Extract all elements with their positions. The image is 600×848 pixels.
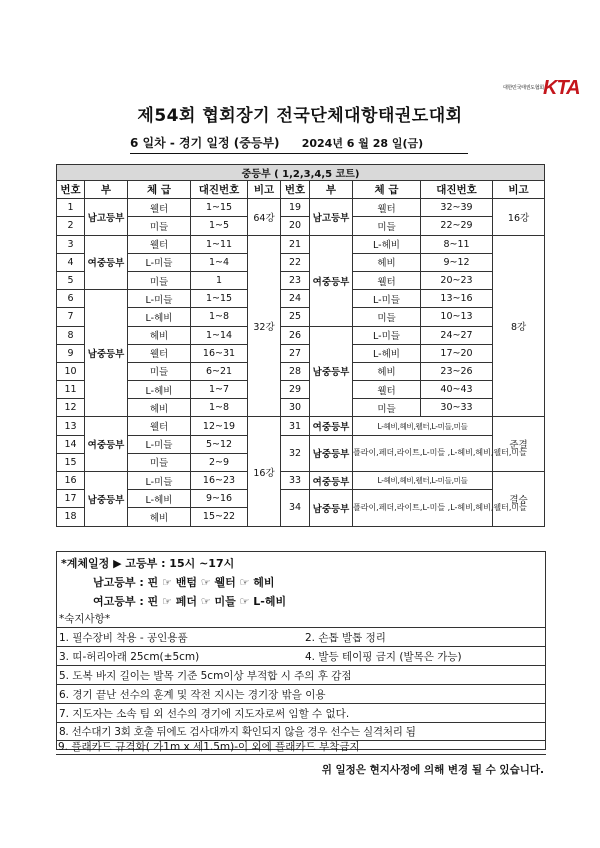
bracket-number: 13~16 xyxy=(421,290,493,308)
bracket-number: 1~11 xyxy=(191,235,248,253)
rule-item: 1. 필수장비 착용 - 공인용품 xyxy=(59,632,188,644)
round-note: 64강 xyxy=(248,199,281,235)
day-label: 6 일차 - 경기 일정 (중등부) xyxy=(130,136,280,150)
bout-number: 34 xyxy=(281,490,310,526)
divider xyxy=(57,665,545,666)
boys-weigh-order: 남고등부 : 핀 ☞ 밴텀 ☞ 웰터 ☞ 헤비 xyxy=(93,576,275,589)
table-row xyxy=(57,435,545,453)
round-note: 16강 xyxy=(248,417,281,526)
weight-class: L-헤비 xyxy=(128,381,191,399)
table-row xyxy=(57,326,545,344)
rule-item: 6. 경기 끝난 선수의 훈계 및 작전 지시는 경기장 밖을 이용 xyxy=(59,689,326,701)
court-header: 중등부 ( 1,2,3,4,5 코트) xyxy=(57,165,545,181)
bracket-number: 20~23 xyxy=(421,271,493,289)
bout-number: 31 xyxy=(281,417,310,435)
bout-number: 24 xyxy=(281,290,310,308)
weight-class: 헤비 xyxy=(353,362,421,380)
team-events: 플라이,페더,라이트,L-미들 ,L-헤비,헤비,웰터,미들 xyxy=(353,435,493,471)
bracket-number: 5~12 xyxy=(191,435,248,453)
bout-number: 16 xyxy=(57,472,85,490)
bout-number: 9 xyxy=(57,344,85,362)
rule-item: 7. 지도자는 소속 팀 외 선수의 경기에 지도자로써 임할 수 없다. xyxy=(59,708,350,720)
bout-number: 10 xyxy=(57,362,85,380)
divider xyxy=(57,684,545,685)
division-cell: 남중등부 xyxy=(310,435,353,471)
table-row xyxy=(57,308,545,326)
table-row xyxy=(57,417,545,435)
table-row xyxy=(57,399,545,417)
bout-number: 21 xyxy=(281,235,310,253)
bracket-number: 40~43 xyxy=(421,381,493,399)
rule-item: 4. 발등 테이핑 금지 (발목은 가능) xyxy=(305,651,462,663)
bout-number: 26 xyxy=(281,326,310,344)
bracket-number: 8~11 xyxy=(421,235,493,253)
col-header: 체 급 xyxy=(353,181,421,199)
table-row xyxy=(57,362,545,380)
weight-class: 헤비 xyxy=(128,508,191,526)
table-row xyxy=(57,472,545,490)
table-row xyxy=(57,199,545,217)
bout-number: 12 xyxy=(57,399,85,417)
division-cell: 여중등부 xyxy=(85,417,128,472)
rule-item: 9. 플래카드 규격화( 가1m x 세1.5m)-이 외에 플래카드 부착금지 xyxy=(58,741,360,753)
bracket-number: 15~22 xyxy=(191,508,248,526)
bracket-number: 32~39 xyxy=(421,199,493,217)
weight-class: 미들 xyxy=(128,271,191,289)
team-events: L-헤비,헤비,웰터,L-미들,미들 xyxy=(353,417,493,435)
weight-class: 미들 xyxy=(353,399,421,417)
bracket-number: 16~23 xyxy=(191,472,248,490)
weight-class: L-헤비 xyxy=(128,490,191,508)
weight-class: 미들 xyxy=(128,453,191,471)
col-header: 부 xyxy=(85,181,128,199)
kta-logo xyxy=(503,77,578,101)
rule-item: 2. 손톱 발톱 정리 xyxy=(305,632,386,644)
col-header: 대진번호 xyxy=(191,181,248,199)
table-row xyxy=(57,344,545,362)
bout-number: 23 xyxy=(281,271,310,289)
schedule-table xyxy=(56,164,545,527)
bracket-number: 1~14 xyxy=(191,326,248,344)
weight-class: 미들 xyxy=(128,362,191,380)
bracket-number: 24~27 xyxy=(421,326,493,344)
table-row xyxy=(57,235,545,253)
bout-number: 5 xyxy=(57,271,85,289)
bracket-number: 6~21 xyxy=(191,362,248,380)
weight-class: 웰터 xyxy=(128,344,191,362)
divider xyxy=(57,703,545,704)
bracket-number: 1 xyxy=(191,271,248,289)
division-cell: 남중등부 xyxy=(85,290,128,417)
bracket-number: 1~5 xyxy=(191,217,248,235)
girls-weigh-order: 여고등부 : 핀 ☞ 페더 ☞ 미들 ☞ L-헤비 xyxy=(93,595,287,608)
footer-note: 위 일정은 현지사정에 의해 변경 될 수 있습니다. xyxy=(321,764,544,776)
bracket-number: 16~31 xyxy=(191,344,248,362)
bracket-number: 12~19 xyxy=(191,417,248,435)
bracket-number: 1~15 xyxy=(191,290,248,308)
table-row xyxy=(57,490,545,508)
date-label: 2024년 6 월 28 일(금) xyxy=(301,137,424,150)
weight-class: 미들 xyxy=(353,308,421,326)
division-cell: 여중등부 xyxy=(85,235,128,290)
division-cell: 남중등부 xyxy=(310,490,353,526)
logo-org-name: 대한민국태권도협회 xyxy=(503,85,544,91)
team-events: 플라이,페더,라이트,L-미들 ,L-헤비,헤비,웰터,미들 xyxy=(353,490,493,526)
bracket-number: 17~20 xyxy=(421,344,493,362)
bout-number: 1 xyxy=(57,199,85,217)
bout-number: 27 xyxy=(281,344,310,362)
weight-class: L-미들 xyxy=(353,290,421,308)
bracket-number: 1~8 xyxy=(191,399,248,417)
table-row xyxy=(57,381,545,399)
table-row xyxy=(57,217,545,235)
divider xyxy=(57,646,545,647)
notes-box xyxy=(56,551,546,750)
weight-class: 미들 xyxy=(128,217,191,235)
bracket-number: 30~33 xyxy=(421,399,493,417)
divider xyxy=(57,627,545,628)
page-subtitle xyxy=(130,134,423,151)
division-cell: 여중등부 xyxy=(310,417,353,435)
bracket-number: 22~29 xyxy=(421,217,493,235)
division-cell: 남중등부 xyxy=(310,326,353,417)
round-note: 결승 xyxy=(493,472,545,527)
bout-number: 14 xyxy=(57,435,85,453)
division-cell: 남고등부 xyxy=(85,199,128,235)
weight-class: 웰터 xyxy=(128,199,191,217)
division-cell: 남중등부 xyxy=(85,472,128,527)
bout-number: 22 xyxy=(281,253,310,271)
weight-class: L-헤비 xyxy=(128,308,191,326)
bracket-number: 1~15 xyxy=(191,199,248,217)
col-header: 비고 xyxy=(248,181,281,199)
weight-class: 헤비 xyxy=(128,326,191,344)
bout-number: 2 xyxy=(57,217,85,235)
bout-number: 29 xyxy=(281,381,310,399)
bracket-number: 1~4 xyxy=(191,253,248,271)
weigh-in-schedule: *계체일정 ▶ 고등부 : 15시 ~17시 xyxy=(61,557,235,570)
bracket-number: 10~13 xyxy=(421,308,493,326)
bout-number: 28 xyxy=(281,362,310,380)
weight-class: L-미들 xyxy=(128,290,191,308)
bout-number: 6 xyxy=(57,290,85,308)
weight-class: L-미들 xyxy=(128,435,191,453)
col-header: 체 급 xyxy=(128,181,191,199)
subtitle-underline xyxy=(130,153,468,154)
col-header: 번호 xyxy=(281,181,310,199)
division-cell: 여중등부 xyxy=(310,472,353,490)
bout-number: 11 xyxy=(57,381,85,399)
bout-number: 4 xyxy=(57,253,85,271)
weight-class: 웰터 xyxy=(128,235,191,253)
bout-number: 19 xyxy=(281,199,310,217)
bout-number: 30 xyxy=(281,399,310,417)
bout-number: 3 xyxy=(57,235,85,253)
weight-class: 웰터 xyxy=(353,271,421,289)
rule-item: 3. 띠-허리아래 25cm(±5cm) xyxy=(59,651,200,663)
round-note: 8강 xyxy=(493,235,545,417)
col-header: 대진번호 xyxy=(421,181,493,199)
col-header: 부 xyxy=(310,181,353,199)
page-title: 제54회 협회장기 전국단체대항태권도대회 xyxy=(137,106,463,126)
weight-class: L-헤비 xyxy=(353,344,421,362)
weight-class: L-헤비 xyxy=(353,235,421,253)
notes-bottom-border xyxy=(56,754,546,755)
weight-class: L-미들 xyxy=(353,326,421,344)
round-note: 준결 xyxy=(493,417,545,472)
weight-class: 헤비 xyxy=(128,399,191,417)
weight-class: L-미들 xyxy=(128,253,191,271)
weight-class: 미들 xyxy=(353,217,421,235)
weight-class: 웰터 xyxy=(353,381,421,399)
bout-number: 15 xyxy=(57,453,85,471)
division-cell: 남고등부 xyxy=(310,199,353,235)
table-row xyxy=(57,253,545,271)
round-note: 16강 xyxy=(493,199,545,235)
logo-mark xyxy=(543,77,580,100)
logo-text: KTA xyxy=(543,77,580,99)
rule-item: 5. 도복 바지 길이는 발목 기준 5cm이상 부적합 시 주의 후 감점 xyxy=(59,670,352,682)
divider xyxy=(57,722,545,723)
col-header: 비고 xyxy=(493,181,545,199)
bout-number: 18 xyxy=(57,508,85,526)
weight-class: 웰터 xyxy=(128,417,191,435)
bout-number: 32 xyxy=(281,435,310,471)
bout-number: 17 xyxy=(57,490,85,508)
table-row xyxy=(57,271,545,289)
bracket-number: 9~16 xyxy=(191,490,248,508)
bracket-number: 2~9 xyxy=(191,453,248,471)
team-events: L-헤비,헤비,웰터,L-미들,미들 xyxy=(353,472,493,490)
bracket-number: 9~12 xyxy=(421,253,493,271)
bracket-number: 1~8 xyxy=(191,308,248,326)
bracket-number: 1~7 xyxy=(191,381,248,399)
bout-number: 25 xyxy=(281,308,310,326)
bracket-number: 23~26 xyxy=(421,362,493,380)
weight-class: 웰터 xyxy=(353,199,421,217)
bout-number: 20 xyxy=(281,217,310,235)
rules-title: *숙지사항* xyxy=(59,613,111,625)
bout-number: 13 xyxy=(57,417,85,435)
round-note: 32강 xyxy=(248,235,281,417)
weight-class: 헤비 xyxy=(353,253,421,271)
bout-number: 33 xyxy=(281,472,310,490)
bout-number: 8 xyxy=(57,326,85,344)
rule-item: 8. 선수대기 3회 호출 뒤에도 검사대까지 확인되지 않을 경우 선수는 실격처리 됨 xyxy=(59,726,416,738)
bout-number: 7 xyxy=(57,308,85,326)
weight-class: L-미들 xyxy=(128,472,191,490)
division-cell: 여중등부 xyxy=(310,235,353,326)
col-header: 번호 xyxy=(57,181,85,199)
table-row xyxy=(57,290,545,308)
